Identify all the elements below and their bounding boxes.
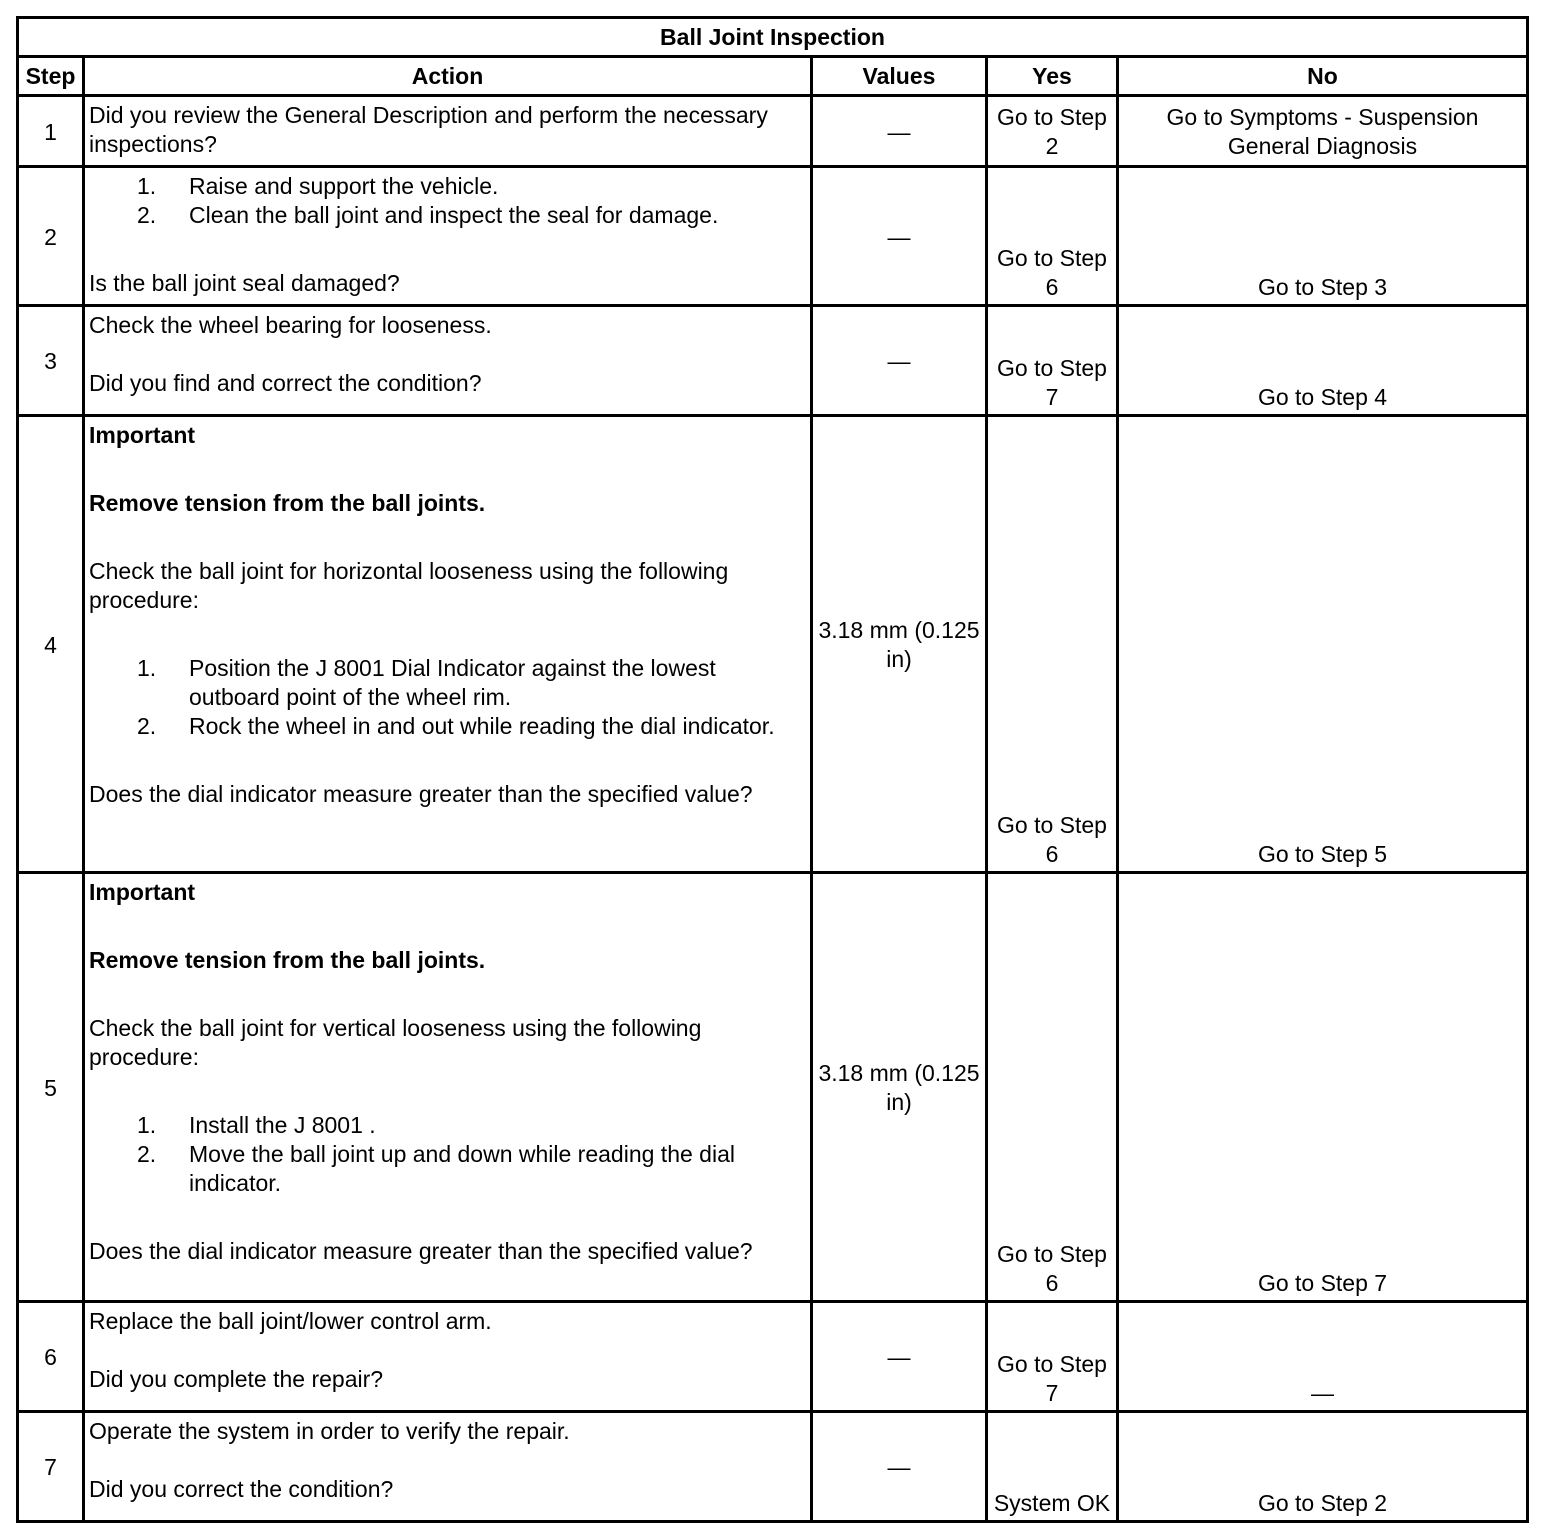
action-cell: [84, 1302, 812, 1412]
table-row: [18, 416, 1528, 873]
step-number: 2: [18, 167, 84, 306]
yes-cell: Go to Step 6: [987, 416, 1118, 873]
header-no: No: [1118, 57, 1528, 96]
action-question: Did you review the General Description and perform the necessary inspections?: [89, 102, 768, 157]
action-instruction: Check the ball joint for vertical looseness using the following procedure:: [89, 1015, 702, 1070]
action-question: Does the dial indicator measure greater than the specified value?: [89, 781, 753, 807]
header-values: Values: [812, 57, 987, 96]
action-question: Did you complete the repair?: [89, 1366, 384, 1392]
list-item: 1. Position the J 8001 Dial Indicator against the lowest outboard point of the wheel rim.: [137, 655, 716, 710]
action-cell: [84, 96, 812, 167]
values-cell: —: [812, 306, 987, 416]
step-number: 4: [18, 416, 84, 873]
important-note: Remove tension from the ball joints.: [89, 947, 486, 973]
action-instruction: Replace the ball joint/lower control arm.: [89, 1308, 492, 1334]
no-cell: Go to Step 4: [1118, 306, 1528, 416]
values-cell: —: [812, 1302, 987, 1412]
procedure-list: [89, 172, 806, 230]
yes-cell: Go to Step 6: [987, 873, 1118, 1302]
table-row: [18, 96, 1528, 167]
header-action: Action: [84, 57, 812, 96]
action-cell: [84, 167, 812, 306]
no-cell: Go to Step 2: [1118, 1412, 1528, 1522]
table-title: Ball Joint Inspection: [18, 18, 1528, 57]
procedure-list: [89, 1111, 806, 1198]
step-number: 1: [18, 96, 84, 167]
important-label: Important: [89, 422, 196, 448]
yes-cell: Go to Step 7: [987, 306, 1118, 416]
values-cell: —: [812, 96, 987, 167]
step-number: 5: [18, 873, 84, 1302]
table-row: [18, 1412, 1528, 1522]
values-cell: —: [812, 1412, 987, 1522]
important-label: Important: [89, 879, 196, 905]
no-cell: Go to Step 7: [1118, 873, 1528, 1302]
action-instruction: Operate the system in order to verify the repair.: [89, 1418, 570, 1444]
table-row: [18, 306, 1528, 416]
action-cell: [84, 416, 812, 873]
action-cell: [84, 873, 812, 1302]
list-item: 2. Clean the ball joint and inspect the seal for damage.: [137, 202, 719, 228]
action-question: Did you find and correct the condition?: [89, 370, 482, 396]
values-cell: 3.18 mm (0.125 in): [812, 873, 987, 1302]
header-yes: Yes: [987, 57, 1118, 96]
yes-cell: Go to Step 7: [987, 1302, 1118, 1412]
action-cell: [84, 1412, 812, 1522]
action-instruction: Check the wheel bearing for looseness.: [89, 312, 492, 338]
action-question: Is the ball joint seal damaged?: [89, 270, 400, 296]
action-cell: [84, 306, 812, 416]
no-cell: Go to Step 5: [1118, 416, 1528, 873]
yes-cell: Go to Step 2: [987, 96, 1118, 167]
table-row: [18, 873, 1528, 1302]
no-cell: —: [1118, 1302, 1528, 1412]
table-row: [18, 167, 1528, 306]
action-question: Does the dial indicator measure greater than the specified value?: [89, 1238, 753, 1264]
no-cell: Go to Symptoms - Suspension General Diagnosis: [1118, 96, 1528, 167]
list-item: 1. Raise and support the vehicle.: [137, 173, 499, 199]
list-item: 2. Rock the wheel in and out while reading the dial indicator.: [137, 713, 775, 739]
action-question: Did you correct the condition?: [89, 1476, 394, 1502]
procedure-list: [89, 654, 806, 741]
header-step: Step: [18, 57, 84, 96]
table-row: [18, 1302, 1528, 1412]
list-item: 1. Install the J 8001 .: [137, 1112, 376, 1138]
yes-cell: Go to Step 6: [987, 167, 1118, 306]
step-number: 7: [18, 1412, 84, 1522]
yes-cell: System OK: [987, 1412, 1118, 1522]
important-note: Remove tension from the ball joints.: [89, 490, 486, 516]
no-cell: Go to Step 3: [1118, 167, 1528, 306]
step-number: 6: [18, 1302, 84, 1412]
values-cell: 3.18 mm (0.125 in): [812, 416, 987, 873]
ball-joint-inspection-table: [16, 16, 1529, 1523]
list-item: 2. Move the ball joint up and down while reading the dial indicator.: [137, 1141, 735, 1196]
action-instruction: Check the ball joint for horizontal looseness using the following procedure:: [89, 558, 729, 613]
step-number: 3: [18, 306, 84, 416]
values-cell: —: [812, 167, 987, 306]
